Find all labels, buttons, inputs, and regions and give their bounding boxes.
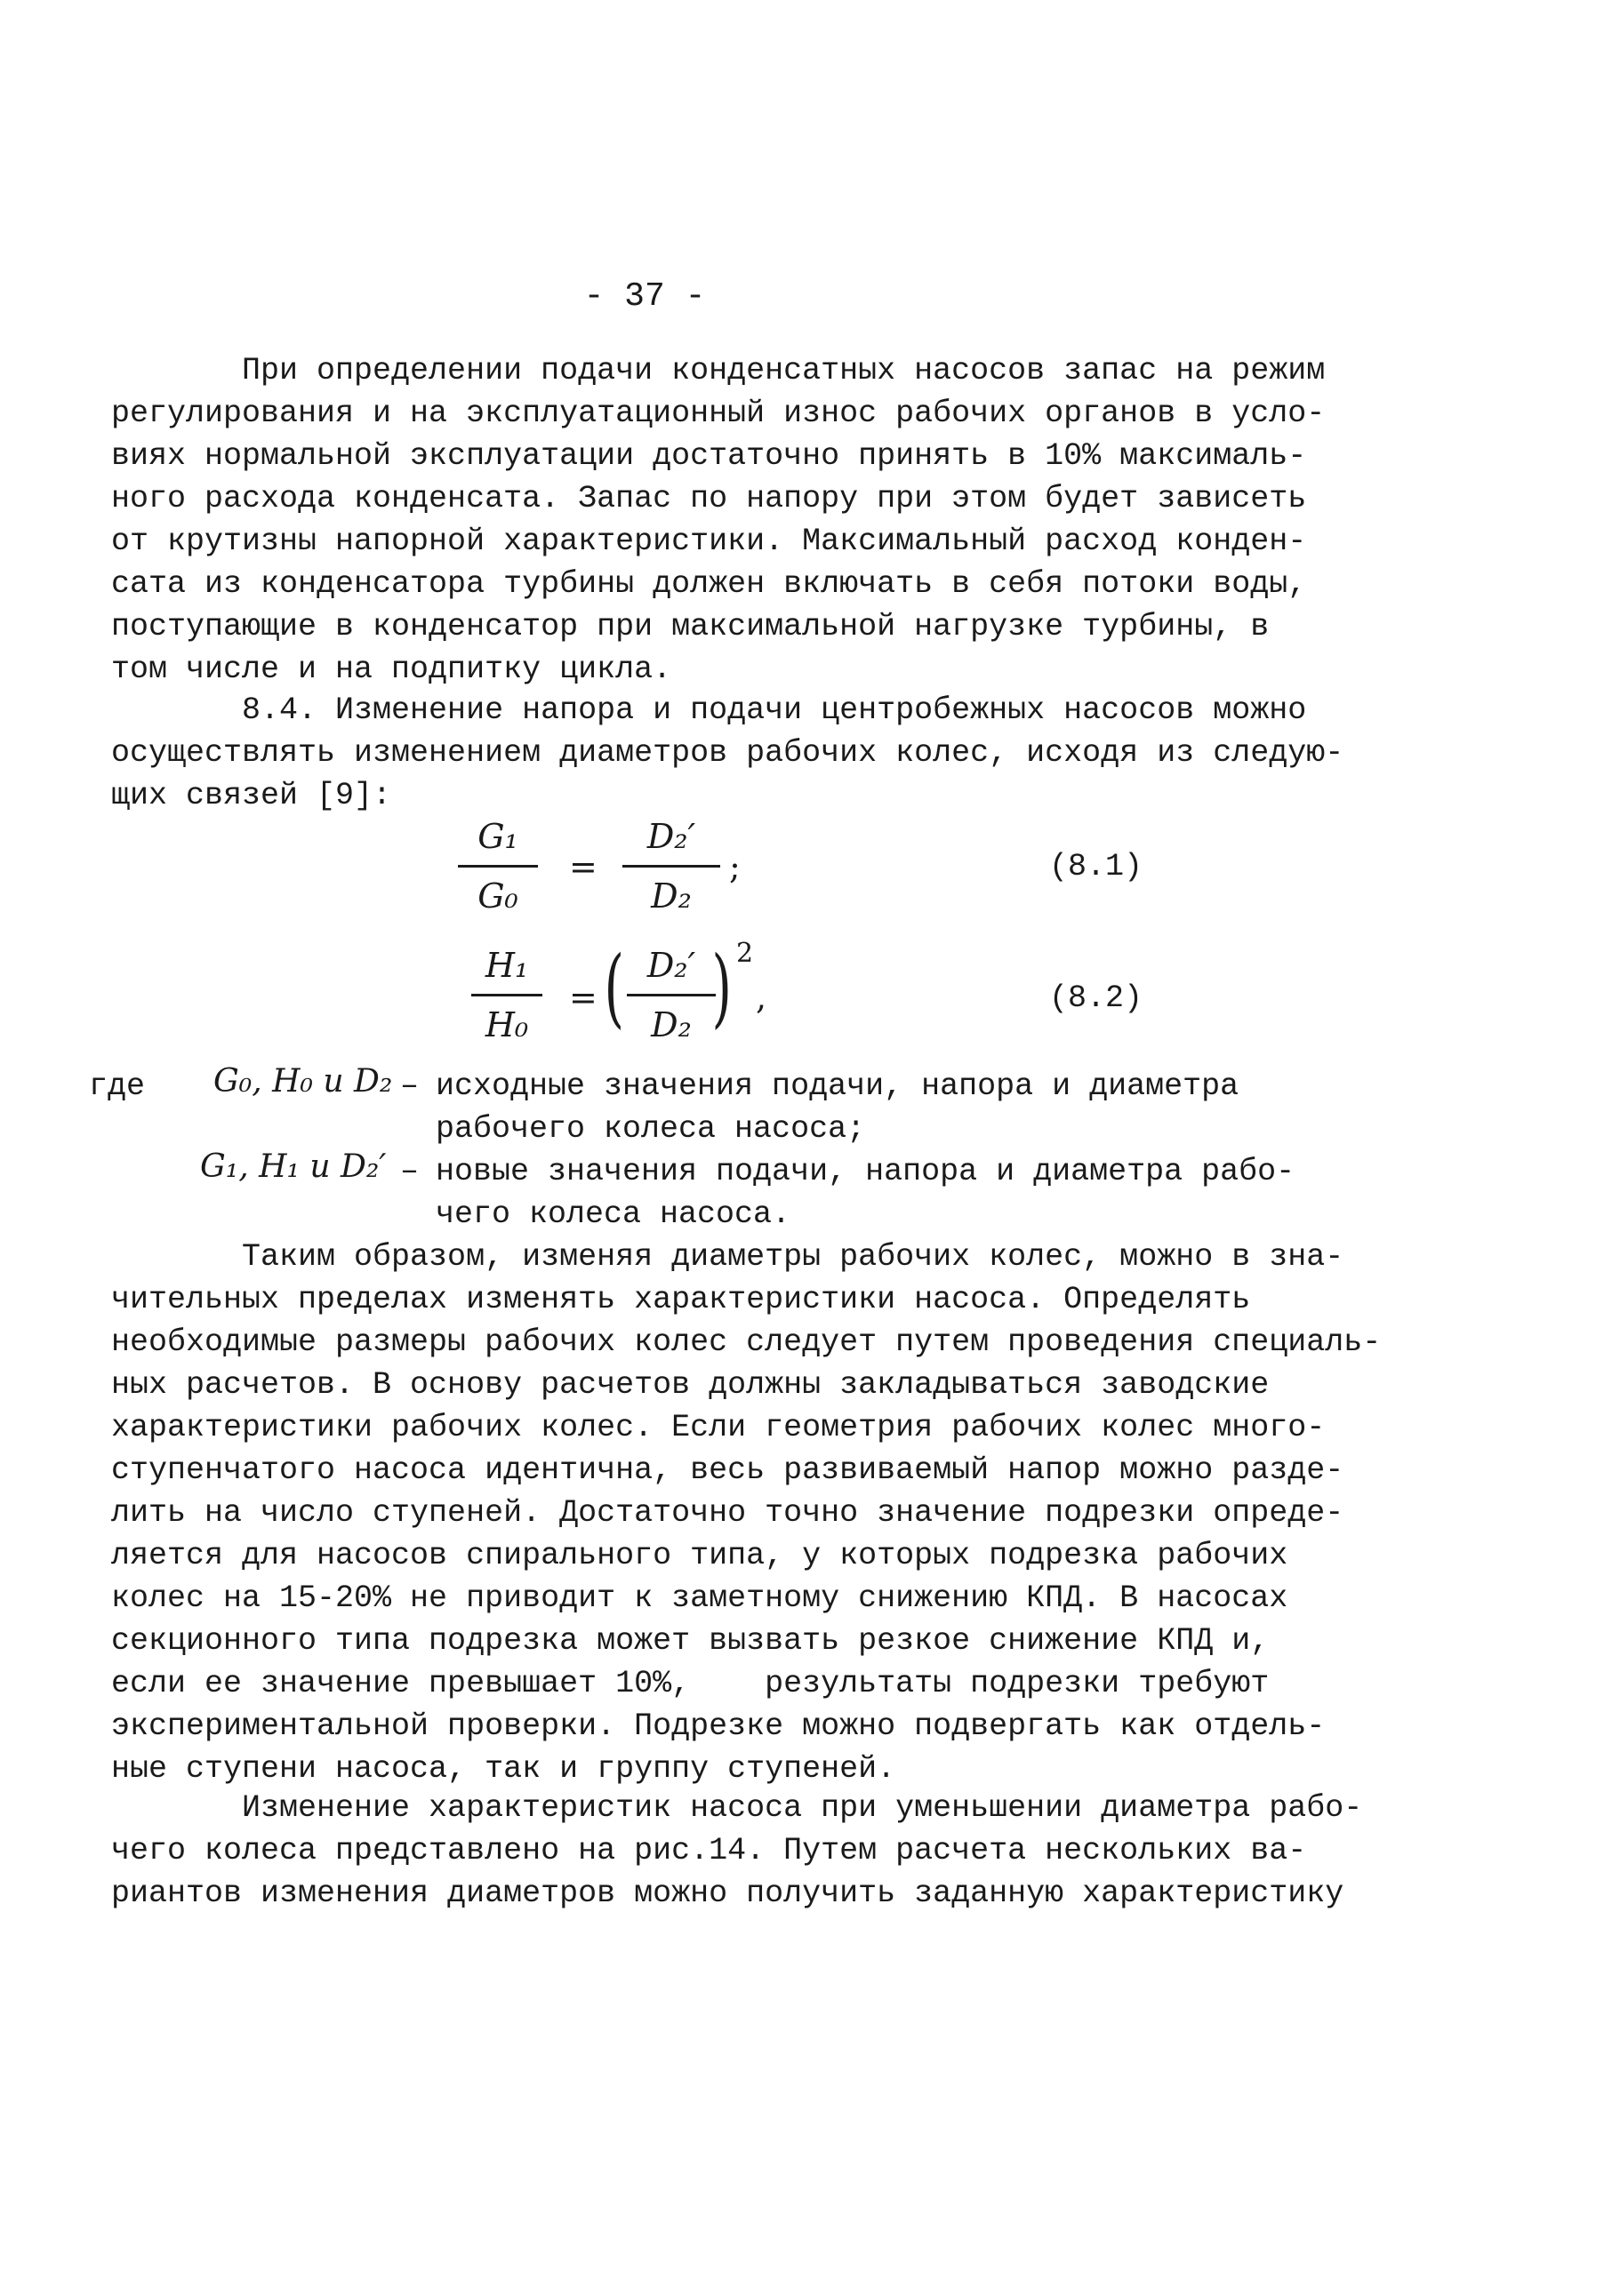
formula-8-1-left-fraction [458, 813, 538, 919]
definition-text: новые значения подачи, напора и диаметра рабо- [436, 1154, 1295, 1189]
text-line: ляется для насосов спирального типа, у которых подрезка рабочих [111, 1538, 1288, 1573]
text-line: виях нормальной эксплуатации достаточно принять в 10% максималь- [111, 438, 1307, 474]
fraction-bar [622, 865, 720, 868]
text-line: ных расчетов. В основу расчетов должны закладываться заводские [111, 1367, 1270, 1403]
text-line: ные ступени насоса, так и группу ступеней. [111, 1751, 896, 1787]
paragraph-1 [111, 349, 1326, 691]
formula-8-1 [0, 813, 1620, 929]
text-line: экспериментальной проверки. Подрезке можно подвергать как отдель- [111, 1708, 1326, 1744]
text-line: щих связей [9]: [111, 778, 392, 813]
definition-dash: – [400, 1068, 420, 1104]
formula-8-2 [0, 938, 1620, 1062]
new-variables: G₁, H₁ и D₂′ [200, 1148, 387, 1185]
fraction-bar [627, 994, 716, 996]
text-line: колес на 15-20% не приводит к заметному снижению КПД. В насосах [111, 1580, 1288, 1616]
paragraph-4 [111, 1787, 1363, 1915]
text-line: чего колеса представлено на рис.14. Путем расчета нескольких ва- [111, 1833, 1307, 1868]
text-line: 8.4. Изменение напора и подачи центробежных насосов можно [111, 692, 1307, 728]
comma: , [756, 978, 767, 1017]
text-line: ступенчатого насоса идентична, весь развиваемый напор можно разде- [111, 1452, 1344, 1488]
text-line: Таким образом, изменяя диаметры рабочих колес, можно в зна- [111, 1239, 1344, 1275]
fraction-numerator: G₁ [477, 817, 518, 856]
text-line: от крутизны напорной характеристики. Максимальный расход конден- [111, 524, 1307, 559]
equation-number: (8.1) [1049, 849, 1143, 884]
text-line: чительных пределах изменять характеристики насоса. Определять [111, 1282, 1251, 1317]
fraction-denominator: D₂ [651, 1005, 692, 1044]
formula-8-1-right-fraction [622, 813, 720, 919]
initial-variables: G₀, H₀ и D₂ [213, 1063, 393, 1100]
text-line: При определении подачи конденсатных насосов запас на режим [111, 353, 1326, 388]
text-line: необходимые размеры рабочих колес следует путем проведения специаль- [111, 1324, 1382, 1360]
fraction-denominator: G₀ [477, 876, 518, 916]
text-line: том числе и на подпитку цикла. [111, 652, 672, 687]
left-parenthesis: ( [604, 938, 624, 1037]
fraction-numerator: D₂′ [646, 946, 696, 985]
fraction-numerator: H₁ [485, 946, 529, 985]
paragraph-3 [111, 1236, 1382, 1790]
fraction-numerator: D₂′ [646, 817, 696, 856]
right-parenthesis: ) [711, 938, 732, 1037]
text-line: сата из конденсатора турбины должен включать в себя потоки воды, [111, 566, 1307, 602]
equals-sign: = [569, 847, 597, 886]
text-line: Изменение характеристик насоса при уменьшении диаметра рабо- [111, 1790, 1363, 1826]
equals-sign: = [569, 978, 597, 1017]
text-line: риантов изменения диаметров можно получить заданную характеристику [111, 1876, 1344, 1911]
definition-text: рабочего колеса насоса; [436, 1111, 866, 1147]
definition-text: чего колеса насоса. [436, 1196, 791, 1232]
text-line: осуществлять изменением диаметров рабочих колес, исходя из следую- [111, 735, 1344, 771]
fraction-denominator: D₂ [651, 876, 692, 916]
where-word: где [89, 1068, 146, 1104]
text-line: если ее значение превышает 10%, результаты подрезки требуют [111, 1666, 1270, 1701]
text-line: регулирования и на эксплуатационный износ рабочих органов в усло- [111, 396, 1326, 431]
text-line: характеристики рабочих колес. Если геометрия рабочих колес много- [111, 1410, 1326, 1445]
text-line: лить на число ступеней. Достаточно точно значение подрезки опреде- [111, 1495, 1344, 1531]
equation-number: (8.2) [1049, 980, 1143, 1016]
semicolon: ; [729, 847, 741, 886]
fraction-bar [471, 994, 542, 996]
text-line: поступающие в конденсатор при максимальной нагрузке турбины, в [111, 609, 1270, 644]
definition-text: исходные значения подачи, напора и диаметра [436, 1068, 1239, 1104]
paragraph-2 [111, 689, 1344, 817]
text-line: ного расхода конденсата. Запас по напору при этом будет зависеть [111, 481, 1307, 516]
exponent: 2 [736, 938, 754, 969]
formula-8-2-inner-fraction [627, 942, 716, 1048]
definition-dash: – [400, 1154, 420, 1189]
fraction-bar [458, 865, 538, 868]
formula-8-2-left-fraction [471, 942, 542, 1048]
text-line: секционного типа подрезка может вызвать резкое снижение КПД и, [111, 1623, 1270, 1659]
fraction-denominator: H₀ [485, 1005, 529, 1044]
page-number: - 37 - [583, 277, 706, 316]
